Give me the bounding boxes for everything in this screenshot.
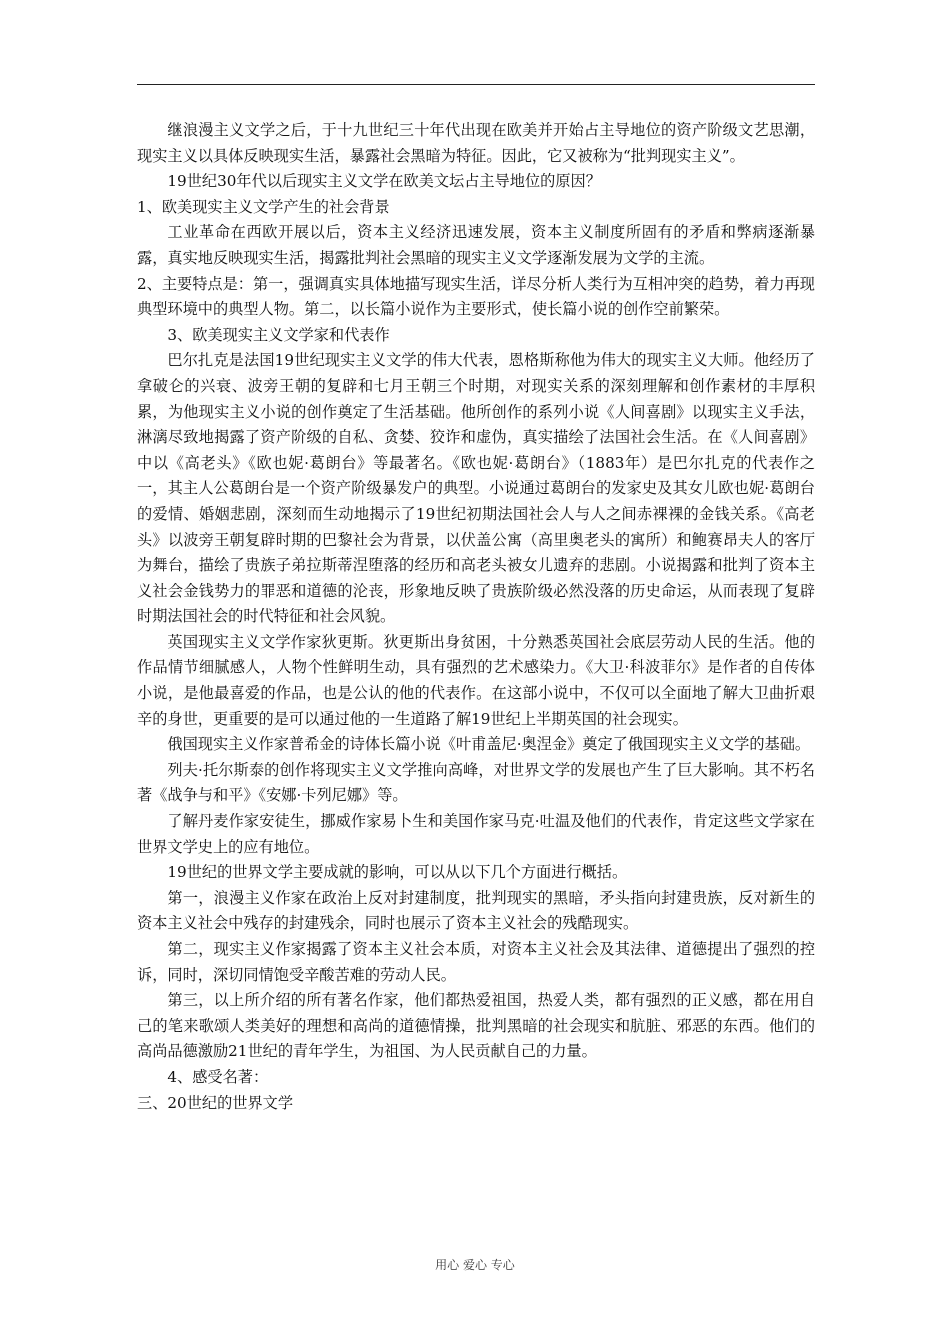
page-footer: 用心 爱心 专心 — [435, 1258, 515, 1272]
paragraph: 工业革命在西欧开展以后，资本主义经济迅速发展，资本主义制度所固有的矛盾和弊病逐渐暴露，真实地反映现实生活，揭露批判社会黑暗的现实主义文学逐渐发展为文学的主流。 — [137, 223, 815, 267]
paragraph: 第一，浪漫主义作家在政治上反对封建制度，批判现实的黑暗，矛头指向封建贵族，反对新生的资本主义社会中残存的封建残余，同时也展示了资本主义社会的残酷现实。 — [137, 888, 815, 933]
section-heading: 三、20世纪的世界文学 — [137, 1093, 294, 1112]
paragraph: 2、主要特点是：第一，强调真实具体地描写现实生活，详尽分析人类行为互相冲突的趋势，着力再现典型环境中的典型人物。第二，以长篇小说作为主要形式，使长篇小说的创作空前繁荣。 — [137, 274, 815, 319]
section-heading: 1、欧美现实主义文学产生的社会背景 — [137, 197, 390, 216]
header-rule — [137, 84, 815, 85]
section-heading: 3、欧美现实主义文学家和代表作 — [167, 325, 390, 344]
paragraph: 第二，现实主义作家揭露了资本主义社会本质，对资本主义社会及其法律、道德提出了强烈的控诉，同时，深切同情饱受辛酸苦难的劳动人民。 — [137, 940, 815, 984]
paragraph: 俄国现实主义作家普希金的诗体长篇小说《叶甫盖尼·奥涅金》奠定了俄国现实主义文学的基础。 — [167, 735, 811, 754]
paragraph: 了解丹麦作家安徒生，挪威作家易卜生和美国作家马克·吐温及他们的代表作，肯定这些文学家在世界文学史上的应有地位。 — [137, 812, 815, 856]
paragraph: 巴尔扎克是法国19世纪现实主义文学的伟大代表，恩格斯称他为伟大的现实主义大师。他经历了拿破仑的兴衰、波旁王朝的复辟和七月王朝三个时期，对现实关系的深刻理解和创作素材的丰厚积累，为他现实主义小说的创作奠定了生活基础。他所创作的系列小说《人间喜剧》以现实主义手法，淋漓尽致地揭露了资产阶级的自私、贪婪、狡诈和虚伪，真实描绘了法国社会生活。在《人间喜剧》中以《高老头》《欧也妮·葛朗台》等最著名。《欧也妮·葛朗台》（1883年）是巴尔扎克的代表作之一，其主人公葛朗台是一个资产阶级暴发户的典型。小说通过葛朗台的发家史及其女儿欧也妮·葛朗台的爱情、婚姻悲剧，深刻而生动地揭示了19世纪初期法国社会人与人之间赤裸裸的金钱关系。《高老头》以波旁王朝复辟时期的巴黎社会为背景，以伏盖公寓（高里奥老头的寓所）和鲍赛昂夫人的客厅为舞台，描绘了贵族子弟拉斯蒂涅堕落的经历和高老头被女儿遗弃的悲剧。小说揭露和批判了资本主义社会金钱势力的罪恶和道德的沦丧，形象地反映了贵族阶级必然没落的历史命运，从而表现了复辟时期法国社会的时代特征和社会风貌。 — [137, 351, 815, 626]
paragraph: 第三，以上所介绍的所有著名作家，他们都热爱祖国，热爱人类，都有强烈的正义感，都在用自己的笔来歌颂人类美好的理想和高尚的道德情操，批判黑暗的社会现实和肮脏、邪恶的东西。他们的高尚品德激励21世纪的青年学生，为祖国、为人民贡献自己的力量。 — [137, 991, 815, 1061]
document-body — [137, 118, 815, 1116]
paragraph: 19世纪的世界文学主要成就的影响，可以从以下几个方面进行概括。 — [167, 863, 628, 882]
paragraph: 英国现实主义文学作家狄更斯。狄更斯出身贫困，十分熟悉英国社会底层劳动人民的生活。他的作品情节细腻感人，人物个性鲜明生动，具有强烈的艺术感染力。《大卫·科波菲尔》是作者的自传体小说，是他最喜爱的作品，也是公认的他的代表作。在这部小说中，不仅可以全面地了解大卫曲折艰辛的身世，更重要的是可以通过他的一生道路了解19世纪上半期英国的社会现实。 — [137, 632, 815, 728]
paragraph: 19世纪30年代以后现实主义文学在欧美文坛占主导地位的原因？ — [167, 172, 601, 191]
section-heading: 4、感受名著： — [167, 1067, 269, 1086]
paragraph: 列夫·托尔斯泰的创作将现实主义文学推向高峰，对世界文学的发展也产生了巨大影响。其不朽名著《战争与和平》《安娜·卡列尼娜》等。 — [137, 760, 815, 805]
paragraph: 继浪漫主义文学之后，于十九世纪三十年代出现在欧美并开始占主导地位的资产阶级文艺思潮，现实主义以具体反映现实生活，暴露社会黑暗为特征。因此，它又被称为“批判现实主义”。 — [137, 121, 815, 165]
